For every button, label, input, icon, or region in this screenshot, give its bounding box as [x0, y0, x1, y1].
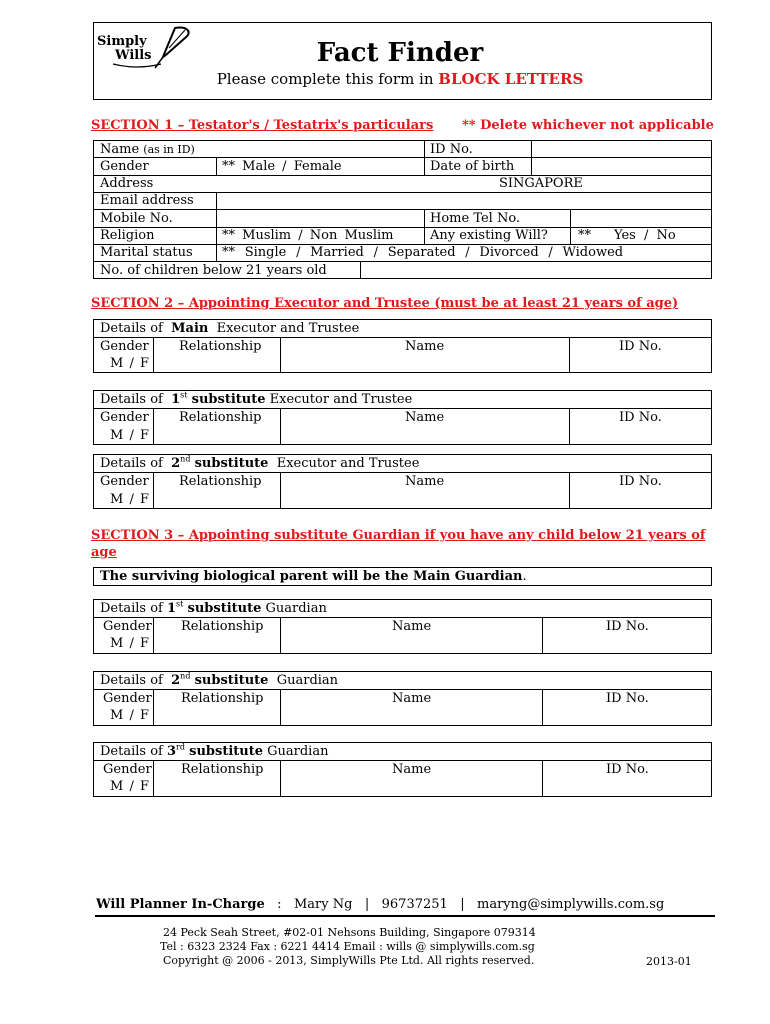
hometel-label: Home Tel No. [430, 211, 521, 226]
guardian-sub3-col-relationship: Relationship [181, 762, 264, 777]
guardian-sub3-col-name: Name [392, 762, 432, 777]
footer-version: 2013-01 [646, 955, 692, 968]
guardian-sub1-col-id: ID No. [606, 619, 649, 634]
executor-sub2-title: Details of 2nd substitute Executor and Trustee [100, 454, 420, 471]
gender-label: Gender [100, 159, 149, 174]
executor-sub2-col-gender: Gender [100, 474, 149, 489]
logo-line1: Simply [97, 34, 147, 49]
planner-name: Mary Ng [293, 897, 353, 912]
guardian-sub3-title: Details of 3rd substitute Guardian [100, 742, 329, 759]
executor-sub1-col-relationship: Relationship [179, 410, 262, 425]
guardian-sub2-col-id: ID No. [606, 691, 649, 706]
guardian-sub2-col-name: Name [392, 691, 432, 706]
executor-main-col-name: Name [405, 339, 445, 354]
will-stars: ** [578, 228, 591, 243]
mobile-label: Mobile No. [100, 211, 173, 226]
guardian-sub3-col-gender: Gender [103, 762, 152, 777]
executor-main-gender-mf: M / F [110, 356, 149, 371]
executor-sub2-col-name: Name [405, 474, 445, 489]
executor-main-col-relationship: Relationship [179, 339, 262, 354]
guardian-note: The surviving biological parent will be the Main Guardian. [100, 569, 527, 584]
page-title: Fact Finder [316, 38, 484, 68]
executor-sub2-col-id: ID No. [619, 474, 662, 489]
email-label: Email address [100, 193, 194, 208]
executor-sub1-gender-mf: M / F [110, 428, 149, 443]
section3-heading-line2: age [91, 545, 117, 560]
executor-sub1-col-gender: Gender [100, 410, 149, 425]
guardian-sub1-gender-mf: M / F [110, 636, 149, 651]
guardian-sub1-col-gender: Gender [103, 619, 152, 634]
address-country: SINGAPORE [499, 176, 583, 191]
footer-contact: Tel : 6323 2324 Fax : 6221 4414 Email : wills @ simplywills.com.sg [160, 940, 535, 953]
guardian-sub1-col-name: Name [392, 619, 432, 634]
subtitle-emphasis: BLOCK LETTERS [438, 70, 584, 88]
will-options: Yes / No [614, 228, 676, 243]
guardian-sub1-col-relationship: Relationship [181, 619, 264, 634]
guardian-sub1-title: Details of 1st substitute Guardian [100, 599, 327, 616]
marital-label: Marital status [100, 245, 193, 260]
executor-main-title: Details of Main Executor and Trustee [100, 321, 360, 336]
executor-sub2-gender-mf: M / F [110, 492, 149, 507]
guardian-sub2-col-relationship: Relationship [181, 691, 264, 706]
executor-main-col-id: ID No. [619, 339, 662, 354]
guardian-sub3-gender-mf: M / F [110, 779, 149, 794]
footer-address: 24 Peck Seah Street, #02-01 Nehsons Building, Singapore 079314 [163, 926, 536, 939]
dob-label: Date of birth [430, 159, 515, 174]
section1-heading: SECTION 1 – Testator's / Testatrix's particulars [91, 118, 434, 133]
gender-options: ** Male / Female [222, 159, 342, 174]
executor-main-col-gender: Gender [100, 339, 149, 354]
guardian-sub2-col-gender: Gender [103, 691, 152, 706]
children-label: No. of children below 21 years old [100, 263, 327, 278]
guardian-sub2-gender-mf: M / F [110, 708, 149, 723]
address-label: Address [100, 176, 154, 191]
section3-heading-line1: SECTION 3 – Appointing substitute Guardian if you have any child below 21 years of [91, 528, 706, 543]
name-label: Name (as in ID) [100, 142, 195, 157]
section2-heading: SECTION 2 – Appointing Executor and Trustee (must be at least 21 years of age) [91, 296, 679, 311]
planner-phone: 96737251 [381, 897, 448, 912]
footer-copyright: Copyright @ 2006 - 2013, SimplyWills Pte Ltd. All rights reserved. [163, 954, 535, 967]
executor-sub1-col-name: Name [405, 410, 445, 425]
guardian-sub3-col-id: ID No. [606, 762, 649, 777]
planner-label: Will Planner In-Charge [96, 897, 265, 912]
will-label: Any existing Will? [430, 228, 548, 243]
marital-options: ** Single / Married / Separated / Divorced / Widowed [222, 245, 624, 260]
section1-note: ** Delete whichever not applicable [462, 118, 714, 133]
religion-options: ** Muslim / Non Muslim [222, 228, 394, 243]
id-label: ID No. [430, 142, 473, 157]
footer-rule [95, 915, 715, 917]
religion-label: Religion [100, 228, 155, 243]
page-subtitle [0, 70, 770, 88]
executor-sub2-col-relationship: Relationship [179, 474, 262, 489]
planner-line: Will Planner In-Charge : Mary Ng | 96737251 | maryng@simplywills.com.sg [96, 897, 665, 912]
executor-sub1-title: Details of 1st substitute Executor and Trustee [100, 390, 413, 407]
logo-line2: Wills [115, 48, 152, 63]
planner-email[interactable]: maryng@simplywills.com.sg [477, 897, 665, 912]
executor-sub1-col-id: ID No. [619, 410, 662, 425]
subtitle-prefix: Please complete this form in [216, 70, 434, 88]
guardian-sub2-title: Details of 2nd substitute Guardian [100, 671, 339, 688]
